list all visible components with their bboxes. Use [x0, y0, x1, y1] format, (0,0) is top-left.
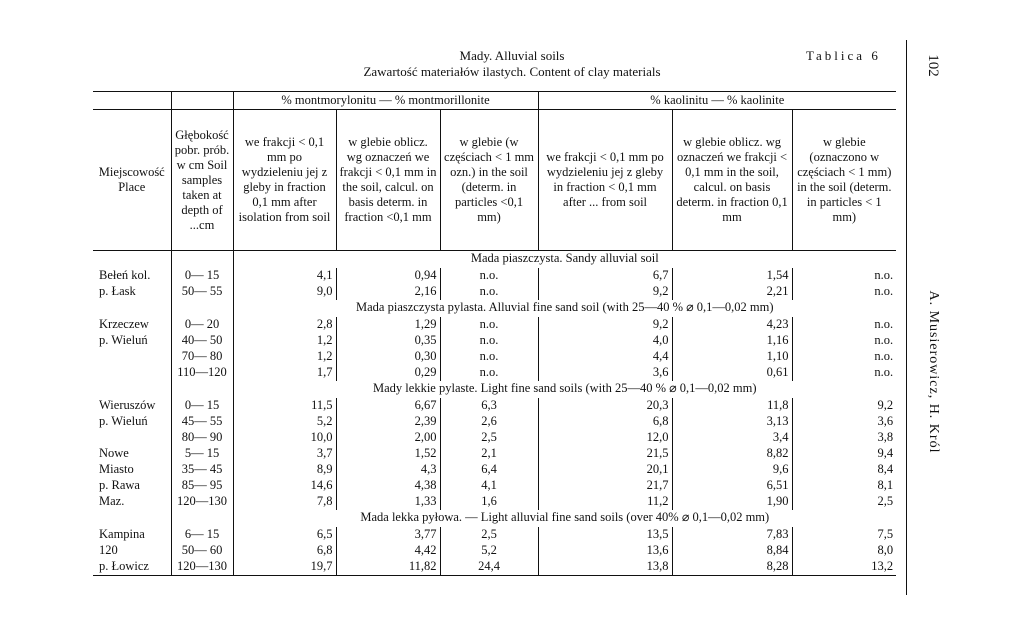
cell-m3: 1,6	[440, 494, 538, 510]
table-row	[93, 268, 896, 284]
cell-m1: 9,0	[233, 284, 336, 300]
cell-m1: 14,6	[233, 478, 336, 494]
cell-k2: 0,61	[672, 365, 792, 381]
cell-k3: 8,4	[877, 462, 894, 476]
cell-m2: 1,33	[336, 494, 440, 510]
cell-place: p. Wieluń	[93, 414, 171, 430]
cell-m2: 4,38	[336, 478, 440, 494]
cell-k1: 4,4	[538, 349, 672, 365]
cell-k3: n.o.	[874, 268, 894, 282]
cell-depth: 40— 50	[171, 333, 233, 349]
cell-depth: 50— 55	[171, 284, 233, 300]
cell-k3: 3,6	[877, 414, 894, 428]
section-spacer	[93, 381, 171, 398]
cell-m2: 4,3	[336, 462, 440, 478]
cell-m3: n.o.	[440, 333, 538, 349]
cell-k3: 2,5	[877, 494, 894, 508]
cell-place	[93, 365, 171, 381]
cell-m1: 19,7	[233, 559, 336, 576]
section-spacer	[93, 510, 171, 527]
cell-k2: 4,23	[672, 317, 792, 333]
cell-k2: 6,51	[672, 478, 792, 494]
author-running-head: A. Musierowicz, H. Król	[926, 290, 941, 454]
cell-m2: 2,39	[336, 414, 440, 430]
cell-k1: 21,7	[538, 478, 672, 494]
cell-k2: 3,13	[672, 414, 792, 430]
table-title-line2: Zawartość materiałów ilastych. Content of clay materials	[363, 64, 661, 79]
section-spacer	[171, 300, 233, 317]
page-number: 102	[924, 53, 941, 77]
cell-m2: 11,82	[336, 559, 440, 576]
cell-depth: 45— 55	[171, 414, 233, 430]
section-title: Mada piaszczysta. Sandy alluvial soil	[470, 251, 659, 265]
cell-k3: 9,2	[877, 398, 894, 412]
cell-k3: n.o.	[874, 365, 894, 379]
cell-k1: 13,5	[538, 527, 672, 543]
cell-m3: 2,5	[440, 527, 538, 543]
cell-k2: 2,21	[672, 284, 792, 300]
table-row	[93, 478, 896, 494]
cell-place: Wieruszów	[93, 398, 171, 414]
section-row	[93, 510, 896, 527]
table-row	[93, 494, 896, 510]
table-row	[93, 317, 896, 333]
cell-m2: 6,67	[336, 398, 440, 414]
cell-k2: 1,54	[672, 268, 792, 284]
cell-m2: 0,30	[336, 349, 440, 365]
cell-depth: 85— 95	[171, 478, 233, 494]
cell-k1: 6,7	[538, 268, 672, 284]
col-header-mont-fraction: we frakcji < 0,1 mm po wydzieleniu jej z gleby in fraction 0,1 mm after isolation from soil	[233, 110, 336, 251]
cell-k2: 7,83	[672, 527, 792, 543]
cell-depth: 0— 15	[171, 268, 233, 284]
section-spacer	[93, 300, 171, 317]
cell-depth: 110—120	[171, 365, 233, 381]
section-title: Mady lekkie pylaste. Light fine sand soils (with 25—40 % ⌀ 0,1—0,02 mm)	[373, 381, 757, 395]
cell-k1: 3,6	[538, 365, 672, 381]
cell-place: p. Łask	[93, 284, 171, 300]
cell-depth: 120—130	[171, 559, 233, 576]
cell-m1: 1,2	[233, 349, 336, 365]
cell-m3: n.o.	[440, 268, 538, 284]
col-header-place: Miejscowość Place	[93, 110, 171, 251]
cell-m2: 1,29	[336, 317, 440, 333]
table-row	[93, 446, 896, 462]
col-header-kaol-soil-determ: w glebie (oznaczono w częściach < 1 mm) in the soil (determ. in particles < 1 mm)	[792, 110, 896, 251]
cell-m2: 0,35	[336, 333, 440, 349]
section-title: Mada piaszczysta pylasta. Alluvial fine sand soil (with 25—40 % ⌀ 0,1—0,02 mm)	[356, 300, 774, 314]
cell-m3: n.o.	[440, 284, 538, 300]
cell-m3: 24,4	[440, 559, 538, 576]
table-row	[93, 543, 896, 559]
cell-place	[93, 430, 171, 446]
table-number: Tablica 6	[806, 48, 881, 63]
col-header-depth: Głębokość pobr. prób. w cm Soil samples taken at depth of ...cm	[171, 110, 233, 251]
table-body	[93, 251, 896, 576]
header-empty-place	[93, 92, 171, 110]
cell-k2: 3,4	[672, 430, 792, 446]
cell-k1: 11,2	[538, 494, 672, 510]
cell-k2: 8,28	[672, 559, 792, 576]
cell-m2: 0,29	[336, 365, 440, 381]
cell-k3: n.o.	[874, 349, 894, 363]
cell-m3: n.o.	[440, 349, 538, 365]
table-row	[93, 365, 896, 381]
table-row	[93, 462, 896, 478]
cell-m2: 1,52	[336, 446, 440, 462]
header-montmorillonite: % montmorylonitu — % montmorillonite	[233, 92, 538, 110]
cell-k3: n.o.	[874, 284, 894, 298]
cell-k1: 20,3	[538, 398, 672, 414]
cell-k1: 13,8	[538, 559, 672, 576]
table-row	[93, 430, 896, 446]
cell-depth: 35— 45	[171, 462, 233, 478]
cell-m3: 2,1	[440, 446, 538, 462]
cell-k3: n.o.	[874, 333, 894, 347]
cell-k3: 9,4	[877, 446, 894, 460]
cell-m3: 6,3	[440, 398, 538, 414]
cell-k1: 4,0	[538, 333, 672, 349]
table-row	[93, 559, 896, 576]
cell-depth: 0— 15	[171, 398, 233, 414]
cell-m1: 4,1	[233, 268, 336, 284]
col-header-kaol-soil-calc: w glebie oblicz. wg oznaczeń we frakcji < 0,1 mm in the soil, calcul. on basis determ. in fraction 0,1 mm	[672, 110, 792, 251]
table-row	[93, 333, 896, 349]
cell-m3: 2,5	[440, 430, 538, 446]
cell-k2: 1,90	[672, 494, 792, 510]
section-spacer	[171, 510, 233, 527]
cell-place: p. Łowicz	[93, 559, 171, 576]
cell-place	[93, 349, 171, 365]
cell-depth: 120—130	[171, 494, 233, 510]
cell-m3: 6,4	[440, 462, 538, 478]
cell-depth: 70— 80	[171, 349, 233, 365]
cell-depth: 80— 90	[171, 430, 233, 446]
cell-place: Krzeczew	[93, 317, 171, 333]
cell-place: 120	[93, 543, 171, 559]
cell-k3: 13,2	[792, 559, 896, 576]
cell-m1: 6,8	[233, 543, 336, 559]
table-row	[93, 349, 896, 365]
cell-k2: 8,84	[672, 543, 792, 559]
cell-k1: 9,2	[538, 317, 672, 333]
cell-m1: 1,2	[233, 333, 336, 349]
cell-place: Miasto	[93, 462, 171, 478]
cell-m2: 4,42	[336, 543, 440, 559]
cell-k1: 21,5	[538, 446, 672, 462]
cell-m2: 0,94	[336, 268, 440, 284]
cell-place: Maz.	[93, 494, 171, 510]
table-row	[93, 527, 896, 543]
table-title-line1: Mady. Alluvial soils	[459, 48, 565, 63]
cell-m1: 6,5	[233, 527, 336, 543]
cell-place: Bełeń kol.	[93, 268, 171, 284]
section-spacer	[93, 251, 171, 269]
cell-k3: 3,8	[877, 430, 894, 444]
cell-m3: n.o.	[440, 365, 538, 381]
cell-depth: 5— 15	[171, 446, 233, 462]
cell-k1: 9,2	[538, 284, 672, 300]
table-row	[93, 414, 896, 430]
cell-k3: 8,0	[877, 543, 894, 557]
section-row	[93, 300, 896, 317]
cell-depth: 0— 20	[171, 317, 233, 333]
cell-m2: 2,00	[336, 430, 440, 446]
cell-k3: 7,5	[877, 527, 894, 541]
cell-place: p. Wieluń	[93, 333, 171, 349]
col-header-mont-soil-calc: w glebie oblicz. wg oznaczeń we frakcji < 0,1 mm in the soil, calcul. on basis determ. in fraction <0,1 mm	[336, 110, 440, 251]
cell-k3: 8,1	[877, 478, 894, 492]
cell-m1: 8,9	[233, 462, 336, 478]
table-row	[93, 398, 896, 414]
section-row	[93, 381, 896, 398]
cell-place: Nowe	[93, 446, 171, 462]
section-row	[93, 251, 896, 269]
col-header-kaol-fraction: we frakcji < 0,1 mm po wydzieleniu jej z gleby in fraction < 0,1 mm after ... from soil	[538, 110, 672, 251]
cell-m3: 5,2	[440, 543, 538, 559]
table-row	[93, 284, 896, 300]
cell-k3: n.o.	[874, 317, 894, 331]
cell-k1: 20,1	[538, 462, 672, 478]
cell-m1: 5,2	[233, 414, 336, 430]
cell-m1: 3,7	[233, 446, 336, 462]
cell-k2: 1,10	[672, 349, 792, 365]
section-title: Mada lekka pyłowa. — Light alluvial fine sand soils (over 40% ⌀ 0,1—0,02 mm)	[360, 510, 770, 524]
cell-depth: 6— 15	[171, 527, 233, 543]
cell-k2: 9,6	[672, 462, 792, 478]
page-divider	[906, 40, 907, 595]
header-kaolinite: % kaolinitu — % kaolinite	[538, 92, 896, 110]
cell-place: Kampina	[93, 527, 171, 543]
cell-k1: 12,0	[538, 430, 672, 446]
cell-m1: 1,7	[233, 365, 336, 381]
cell-m1: 2,8	[233, 317, 336, 333]
cell-k2: 1,16	[672, 333, 792, 349]
clay-materials-table	[93, 91, 896, 576]
cell-k2: 8,82	[672, 446, 792, 462]
cell-k2: 11,8	[672, 398, 792, 414]
cell-k1: 6,8	[538, 414, 672, 430]
col-header-mont-soil-determ: w glebie (w częściach < 1 mm ozn.) in the soil (determ. in particles <0,1 mm)	[440, 110, 538, 251]
cell-m3: 4,1	[440, 478, 538, 494]
cell-place: p. Rawa	[93, 478, 171, 494]
section-spacer	[171, 251, 233, 269]
cell-depth: 50— 60	[171, 543, 233, 559]
cell-m2: 2,16	[336, 284, 440, 300]
cell-m1: 11,5	[233, 398, 336, 414]
header-empty-depth	[171, 92, 233, 110]
cell-m1: 7,8	[233, 494, 336, 510]
cell-m3: 2,6	[440, 414, 538, 430]
cell-m2: 3,77	[336, 527, 440, 543]
cell-k1: 13,6	[538, 543, 672, 559]
section-spacer	[171, 381, 233, 398]
cell-m1: 10,0	[233, 430, 336, 446]
cell-m3: n.o.	[440, 317, 538, 333]
